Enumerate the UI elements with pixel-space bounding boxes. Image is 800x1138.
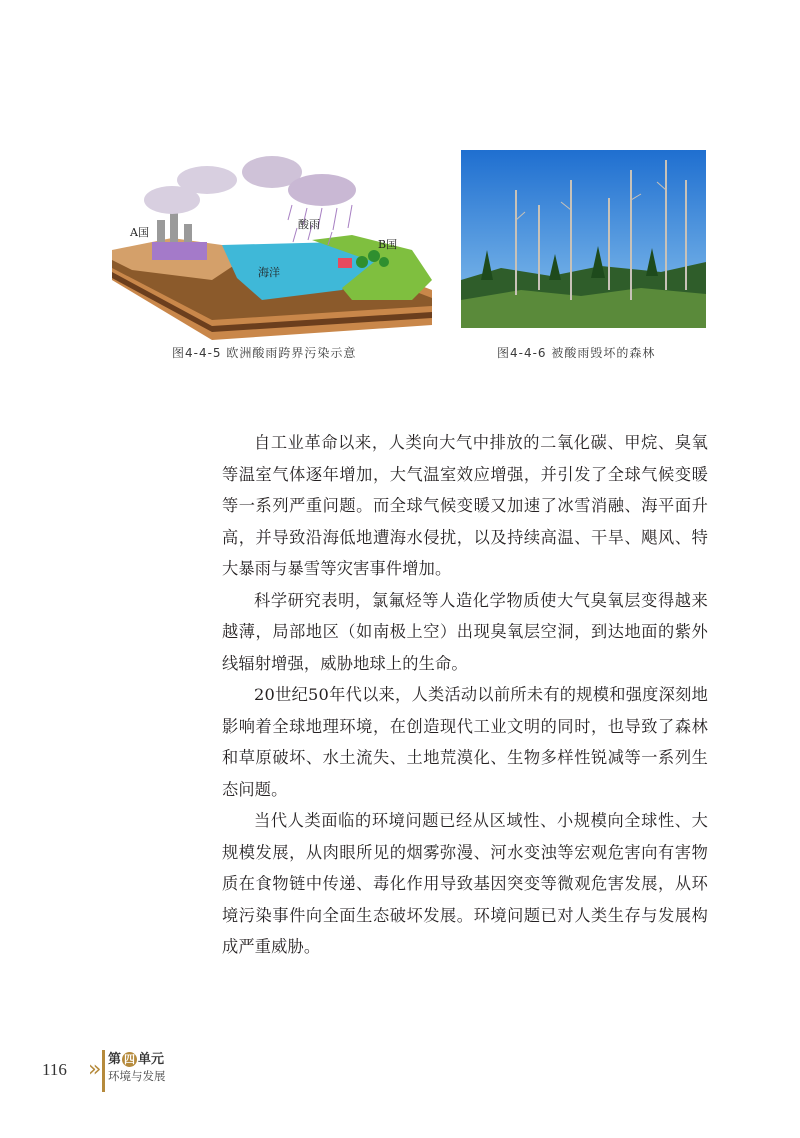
label-ocean: 海洋 [258,266,280,279]
paragraph-2: 科学研究表明，氯氟烃等人造化学物质使大气臭氧层变得越来越薄，局部地区（如南极上空）出现臭氧层空洞，到达地面的紫外线辐射增强，威胁地球上的生命。 [222,590,708,673]
unit-subtitle: 环境与发展 [108,1069,166,1083]
paragraph-1: 自工业革命以来，人类向大气中排放的二氧化碳、甲烷、臭氧等温室气体逐年增加，大气温室效应增强，并引发了全球气候变暖等一系列严重问题。而全球气候变暖又加速了冰雪消融、海平面升高，并导致沿海低地遭海水侵扰，以及持续高温、干旱、飓风、特大暴雨与暴雪等灾害事件增加。 [222,433,708,578]
label-country-b: B国 [378,238,398,251]
unit-number-badge: 四 [124,1053,136,1066]
figure-caption-acid-rain: 图4-4-5 欧洲酸雨跨界污染示意 [172,346,357,360]
damaged-forest-photo [461,150,706,328]
paragraph-4: 当代人类面临的环境问题已经从区域性、小规模向全球性、大规模发展，从肉眼所见的烟雾弥漫、河水变浊等宏观危害向有害物质在食物链中传递、毒化作用导致基因突变等微观危害发展，从环境污染事件向全面生态破坏发展。环境问题已对人类生存与发展构成严重威胁。 [222,811,708,956]
label-acid-rain: 酸雨 [298,218,320,231]
acid-rain-diagram [112,150,432,340]
figure-caption-forest: 图4-4-6 被酸雨毁坏的森林 [497,346,656,360]
paragraph-3: 20世纪50年代以来，人类活动以前所未有的规模和强度深刻地影响着全球地理环境，在创造现代工业文明的同时，也导致了森林和草原破坏、水土流失、土地荒漠化、生物多样性锐减等一系列生态问题。 [222,685,708,799]
body-text [222,427,708,963]
unit-divider [102,1050,105,1092]
unit-title: 第 四 单元 [108,1052,165,1067]
page-number: 116 [42,1060,67,1079]
label-country-a: A国 [130,226,149,239]
chevron-right-icon: » [88,1057,96,1082]
